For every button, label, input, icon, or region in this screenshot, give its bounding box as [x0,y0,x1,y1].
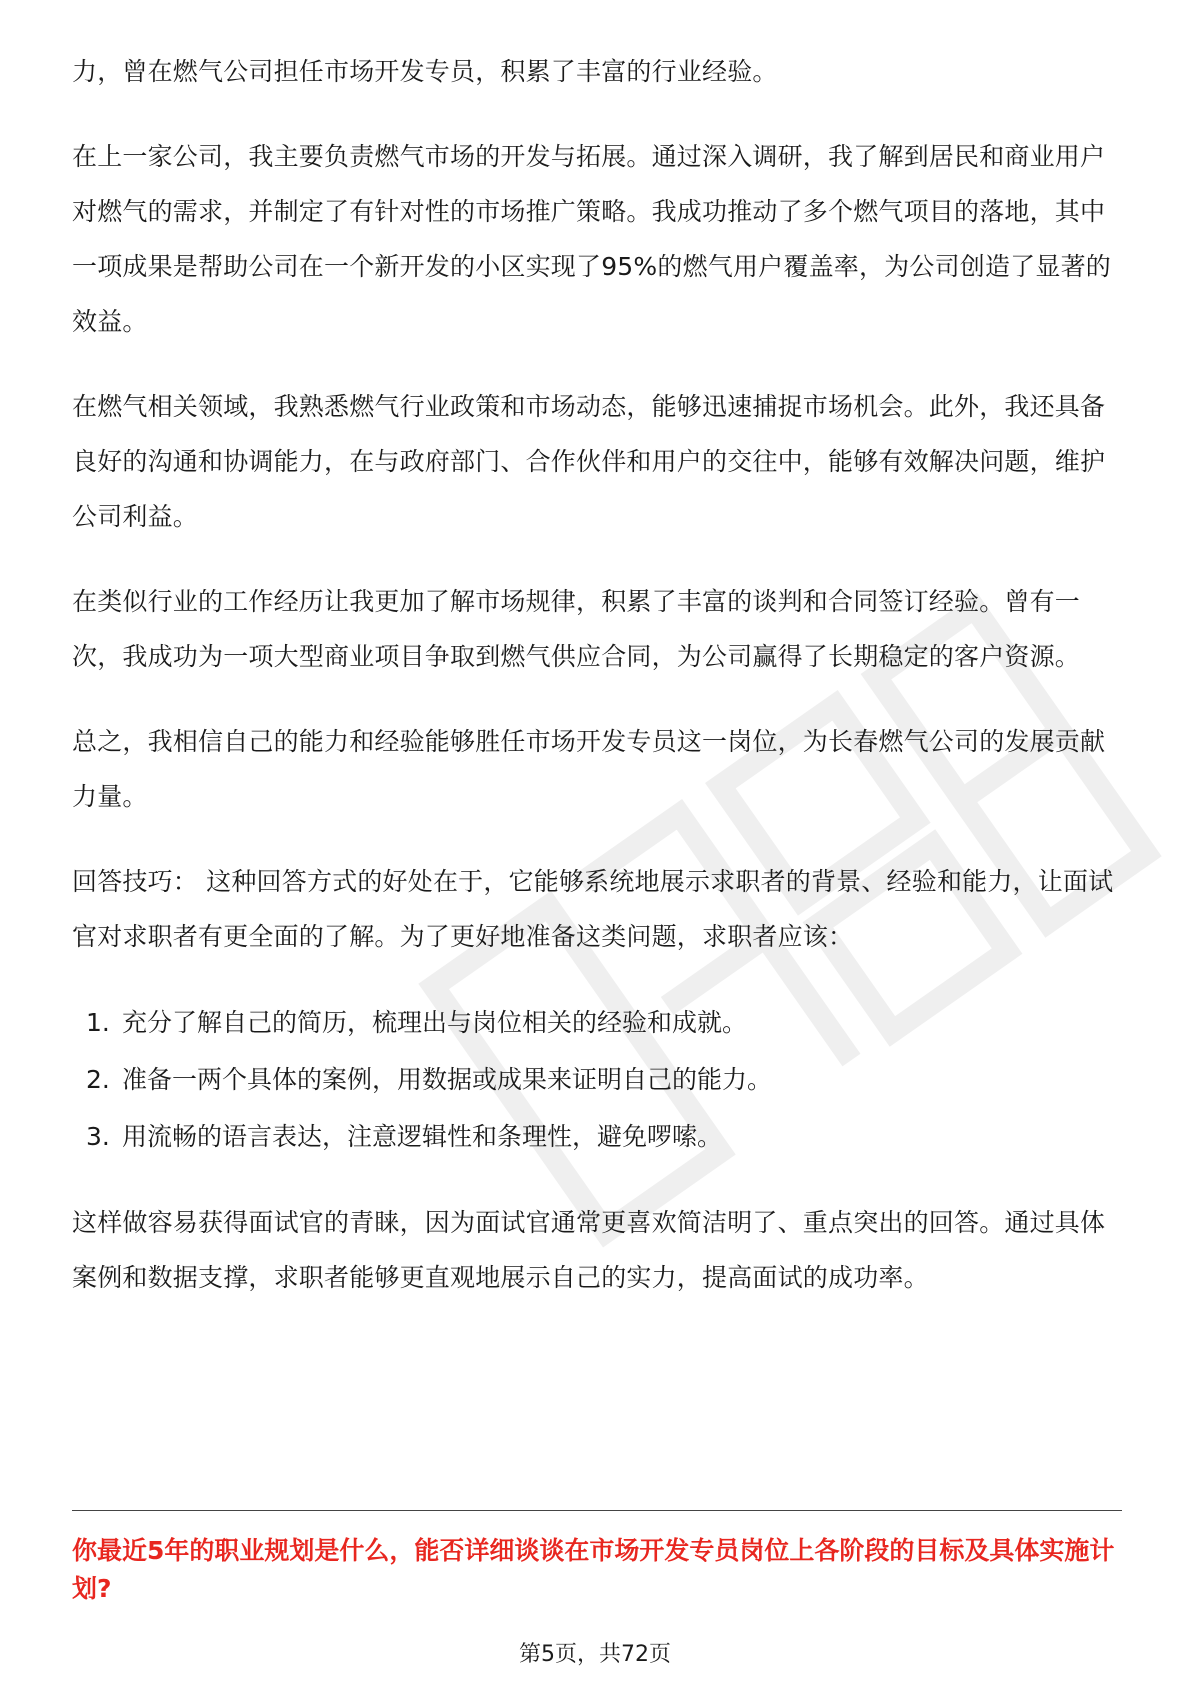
section-divider [72,1510,1122,1511]
paragraph-intro: 力，曾在燃气公司担任市场开发专员，积累了丰富的行业经验。 [72,57,778,86]
next-question-heading: 你最近5年的职业规划是什么，能否详细谈谈在市场开发专员岗位上各阶段的目标及具体实施计划? [72,1536,1115,1603]
page-number: 第5页，共72页 [519,1642,671,1667]
paragraph-previous-company: 在上一家公司，我主要负责燃气市场的开发与拓展。通过深入调研，我了解到居民和商业用户对燃气的需求，并制定了有针对性的市场推广策略。我成功推动了多个燃气项目的落地，其中一项成果是帮助公司在一个新开发的小区实现了95%的燃气用户覆盖率，为公司创造了显著的效益。 [72,142,1111,336]
paragraph-conclusion: 总之，我相信自己的能力和经验能够胜任市场开发专员这一岗位，为长春燃气公司的发展贡献力量。 [72,727,1106,811]
tips-list [72,994,1122,1165]
list-item-text: 准备一两个具体的案例，用数据或成果来证明自己的能力。 [122,1065,773,1094]
list-item [86,1051,1122,1108]
list-item [86,994,1122,1051]
document-body [72,44,1122,1335]
list-item-text: 充分了解自己的简历，梳理出与岗位相关的经验和成就。 [122,1008,748,1037]
paragraph-answer-tips: 回答技巧： 这种回答方式的好处在于，它能够系统地展示求职者的背景、经验和能力，让面试官对求职者有更全面的了解。为了更好地准备这类问题，求职者应该： [72,867,1114,951]
list-item-number: 1. [86,1008,110,1037]
list-item [86,1108,1122,1165]
paragraph-summary: 这样做容易获得面试官的青睐，因为面试官通常更喜欢简洁明了、重点突出的回答。通过具体案例和数据支撑，求职者能够更直观地展示自己的实力，提高面试的成功率。 [72,1208,1106,1292]
list-item-text: 用流畅的语言表达，注意逻辑性和条理性，避免啰嗦。 [122,1122,723,1151]
list-item-number: 2. [86,1065,110,1094]
list-item-number: 3. [86,1122,110,1151]
paragraph-domain-knowledge: 在燃气相关领域，我熟悉燃气行业政策和市场动态，能够迅速捕捉市场机会。此外，我还具备良好的沟通和协调能力，在与政府部门、合作伙伴和用户的交往中，能够有效解决问题，维护公司利益。 [72,392,1106,531]
paragraph-industry-experience: 在类似行业的工作经历让我更加了解市场规律，积累了丰富的谈判和合同签订经验。曾有一次，我成功为一项大型商业项目争取到燃气供应合同，为公司赢得了长期稳定的客户资源。 [72,587,1081,671]
